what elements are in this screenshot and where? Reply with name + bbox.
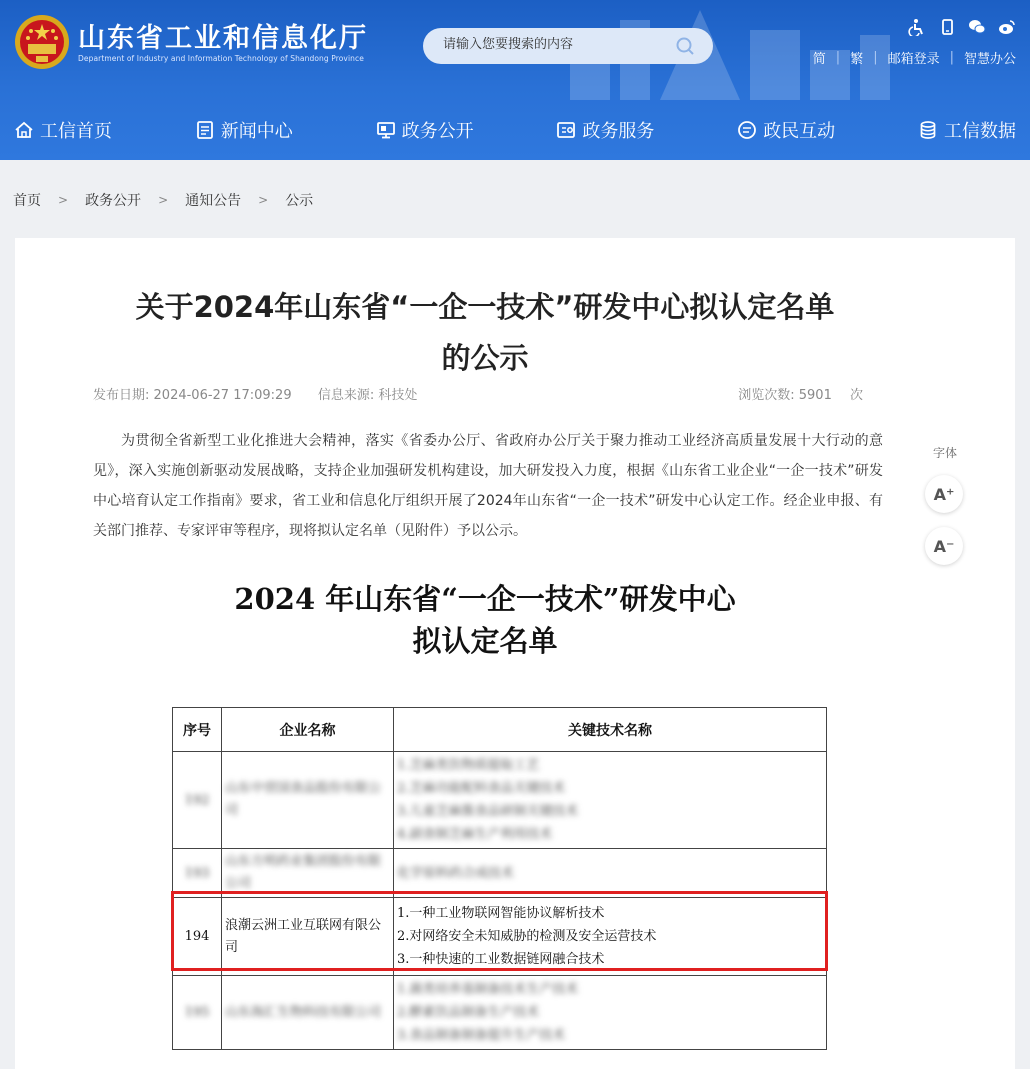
main-nav: [0, 104, 1030, 156]
national-emblem-icon[interactable]: [14, 14, 70, 70]
breadcrumb-home[interactable]: 首页: [13, 193, 41, 209]
row-technologies: [394, 752, 827, 849]
search-input[interactable]: [443, 37, 673, 52]
divider: |: [949, 50, 954, 65]
table-header-row: [173, 708, 827, 752]
top-links: [813, 48, 1016, 67]
date-label: 发布日期:: [93, 388, 150, 403]
tech-item: 2.酵素饮品制备生产技术: [397, 1005, 540, 1020]
chevron-right-icon: >: [258, 193, 269, 207]
table-row-highlighted: [173, 898, 827, 976]
header-no: 序号: [173, 708, 222, 752]
mail-login-link[interactable]: 邮箱登录: [887, 52, 940, 67]
row-technologies: [394, 976, 827, 1050]
source-label: 信息来源:: [317, 388, 375, 403]
simplified-chinese-link[interactable]: 简: [812, 52, 826, 67]
row-no: 192: [173, 752, 222, 849]
nav-item-interaction[interactable]: [737, 104, 835, 156]
site-title[interactable]: 山东省工业和信息化厅: [78, 23, 368, 54]
chevron-right-icon: >: [158, 193, 169, 207]
document-title-line1: 2024 年山东省“一企一技术”研发中心: [234, 582, 736, 616]
nav-item-label: 政务服务: [582, 121, 655, 142]
tech-item: 3.一种快速的工业数据链网融合技术: [397, 952, 605, 967]
top-icon-bar: [908, 18, 1016, 36]
tech-item: 3.儿童芝麻酱食品研制关键技术: [397, 804, 579, 819]
monitor-icon: [376, 120, 396, 140]
row-technologies: [394, 849, 827, 898]
nav-item-label: 政民互动: [763, 121, 836, 142]
nav-item-government-affairs[interactable]: [376, 104, 474, 156]
candidate-list-table: [172, 707, 827, 1050]
header-company: 企业名称: [222, 708, 394, 752]
views-label: 浏览次数:: [738, 388, 795, 403]
tech-item: 4.副食制芝麻生产利用技术: [397, 827, 553, 842]
nav-item-label: 新闻中心: [220, 121, 293, 142]
source-value: 科技处: [378, 388, 418, 403]
breadcrumb-current[interactable]: 公示: [285, 193, 314, 209]
font-size-tools: [925, 444, 965, 579]
font-size-label: 字体: [932, 446, 957, 460]
mobile-icon[interactable]: [938, 18, 956, 36]
nav-item-data[interactable]: [918, 104, 1016, 156]
wechat-icon[interactable]: [968, 18, 986, 36]
nav-item-label: 政务公开: [401, 121, 474, 142]
traditional-chinese-link[interactable]: 繁: [850, 52, 864, 67]
row-company: 山东海汇生物科技有限公司: [222, 976, 394, 1050]
search-box: [423, 28, 713, 64]
article-body: 为贯彻全省新型工业化推进大会精神，落实《省委办公厅、省政府办公厅关于聚力推动工业经济高质量发展十大行动的意见》，深入实施创新驱动发展战略，支持企业加强研发机构建设，加大研发投入力度，根据《山东省工业企业“一企一技术”研发中心培育认定工作指南》要求，省工业和信息化厅组织开展了2024年山东省“一企一技术”研发中心认定工作。经企业申报、有关部门推荐、专家评审等程序，现将拟认定名单（见附件）予以公示。: [93, 433, 883, 539]
database-icon: [918, 120, 938, 140]
font-increase-button[interactable]: A⁺: [925, 475, 963, 513]
home-icon: [14, 120, 34, 140]
publish-date: 2024-06-27 17:09:29: [153, 388, 292, 403]
article-card: [15, 238, 1015, 1069]
tech-item: 化学原料药合成技术: [397, 865, 515, 881]
article-meta: [93, 384, 863, 403]
tech-item: 1.菌类培养基制备技术生产技术: [397, 982, 579, 997]
header-technology: 关键技术名称: [394, 708, 827, 752]
views-unit: 次: [849, 388, 863, 403]
row-no: 195: [173, 976, 222, 1050]
nav-item-label: 工信首页: [40, 121, 112, 142]
row-company: 山东方明药业集团股份有限公司: [222, 849, 394, 898]
site-header: [0, 0, 1030, 160]
divider: |: [835, 50, 841, 65]
tech-item: 1.一种工业物联网智能协议解析技术: [397, 906, 605, 921]
tech-item: 2.芝麻功能配料食品关键技术: [397, 781, 566, 796]
weibo-icon[interactable]: [998, 18, 1016, 36]
view-count: [738, 384, 863, 403]
breadcrumb: [13, 190, 313, 210]
document-title-line2: 拟认定名单: [412, 624, 558, 658]
news-icon: [195, 120, 215, 140]
nav-item-home[interactable]: [14, 104, 112, 156]
row-no: 193: [173, 849, 222, 898]
table-row: [173, 849, 827, 898]
table-row: [173, 752, 827, 849]
accessibility-icon[interactable]: [908, 18, 926, 36]
tech-item: 3.食品制备制备提升生产技术: [397, 1028, 566, 1043]
smart-office-link[interactable]: 智慧办公: [963, 52, 1016, 67]
font-decrease-button[interactable]: A⁻: [925, 527, 963, 565]
chevron-right-icon: >: [58, 193, 69, 207]
site-subtitle: Department of Industry and Information Technology of Shandong Province: [78, 54, 364, 63]
breadcrumb-government-affairs[interactable]: 政务公开: [85, 193, 142, 209]
row-technologies: [394, 898, 827, 976]
breadcrumb-notices[interactable]: 通知公告: [185, 193, 242, 209]
article-title-line2: 的公示: [441, 341, 529, 375]
row-company: 山东中营国食品股份有限公司: [222, 752, 394, 849]
article-title: [75, 282, 895, 384]
row-company: 浪潮云洲工业互联网有限公司: [222, 898, 394, 976]
tech-item: 2.对网络安全未知威胁的检测及安全运营技术: [397, 929, 657, 944]
chat-icon: [737, 120, 757, 140]
divider: |: [873, 50, 878, 65]
article-title-line1: 关于2024年山东省“一企一技术”研发中心拟认定名单: [135, 290, 835, 324]
document-title: [115, 578, 855, 662]
views-value: 5901: [798, 388, 832, 403]
nav-item-label: 工信数据: [943, 121, 1016, 142]
tech-item: 1.芝麻类饮物质提取工艺: [397, 758, 540, 773]
table-row: [173, 976, 827, 1050]
nav-item-news[interactable]: [195, 104, 293, 156]
search-icon[interactable]: [675, 36, 695, 56]
row-no: 194: [173, 898, 222, 976]
nav-item-services[interactable]: [556, 104, 654, 156]
service-icon: [556, 120, 576, 140]
